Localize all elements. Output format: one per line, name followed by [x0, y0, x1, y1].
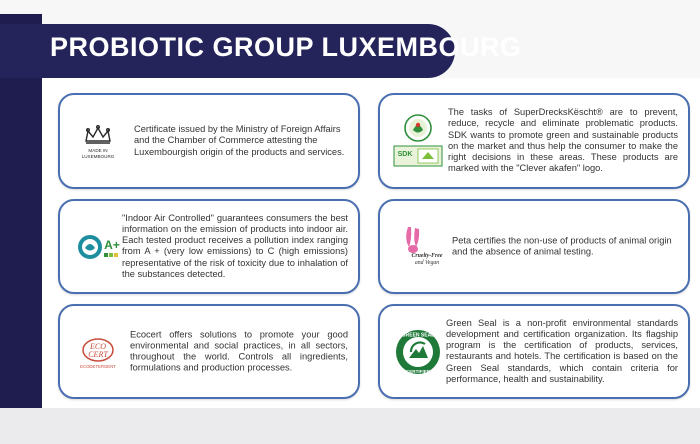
certification-description: Green Seal is a non-profit environmental standards development and certification organization. Its flagship program is the certification of products, services, restaurants and hotels. The certification is based on the Green Seal standards, which contain criteria for performance, health and sustainability.	[446, 317, 678, 385]
certification-card-peta	[378, 199, 690, 294]
certification-card-ecocert	[58, 304, 360, 399]
certification-description: The tasks of SuperDrecksKëscht® are to prevent, reduce, recycle and eliminate problematic products. SDK wants to promote green and sustainable products on the market and thus help the consumer to make the right decisions in these areas. These products are marked with the "Clever akafen" logo.	[448, 107, 678, 174]
certification-card-made-in-luxembourg	[58, 93, 360, 189]
made-in-luxembourg-crown-icon	[72, 115, 124, 167]
page-title: PROBIOTIC GROUP LUXEMBOURG	[50, 32, 522, 62]
svg-text:A+: A+	[104, 237, 120, 252]
superdreckskescht-clever-akafen-icon	[392, 115, 444, 167]
certification-card-indoor-air	[58, 199, 360, 294]
certification-description: Peta certifies the non-use of products of animal origin and the absence of animal testing.	[452, 235, 672, 257]
certification-description: Ecocert offers solutions to promote your good environmental and social practices, in all sectors, throughout the world. Controls all ingredients, formulations and production processes.	[130, 328, 348, 373]
svg-text:SDK: SDK	[397, 151, 413, 158]
svg-text:GREEN SEAL: GREEN SEAL	[401, 332, 435, 338]
svg-text:Cruelty-Free: Cruelty-Free	[411, 252, 443, 259]
svg-text:and Vegan: and Vegan	[414, 259, 440, 266]
svg-text:LUXEMBOURG: LUXEMBOURG	[81, 154, 115, 159]
green-seal-icon	[392, 326, 444, 378]
ecocert-icon	[72, 326, 124, 378]
certification-card-superdreckskescht	[378, 93, 690, 189]
certification-description: Certificate issued by the Ministry of Foreign Affairs and the Chamber of Commerce attesting the Luxembourgish origin of the products and services.	[134, 124, 345, 157]
certification-card-green-seal	[378, 304, 690, 399]
svg-text:CERTIFIED: CERTIFIED	[405, 368, 431, 374]
svg-text:ECO: ECO	[90, 341, 106, 351]
certification-description: "Indoor Air Controlled" guarantees consumers the best information on the emission of products into indoor air. Each tested product receives a pollution index ranging from A + (very low emissions) to C (high emissions) representative of the risk of toxicity due to inhalation of the substances detected.	[122, 212, 348, 280]
svg-text:MADE IN: MADE IN	[88, 148, 108, 153]
svg-text:ECODETERGENT: ECODETERGENT	[80, 363, 116, 369]
svg-text:CERT: CERT	[88, 349, 108, 359]
bottom-band	[0, 408, 700, 444]
indoor-air-controlled-icon	[72, 221, 124, 273]
peta-bunny-icon	[392, 221, 444, 273]
